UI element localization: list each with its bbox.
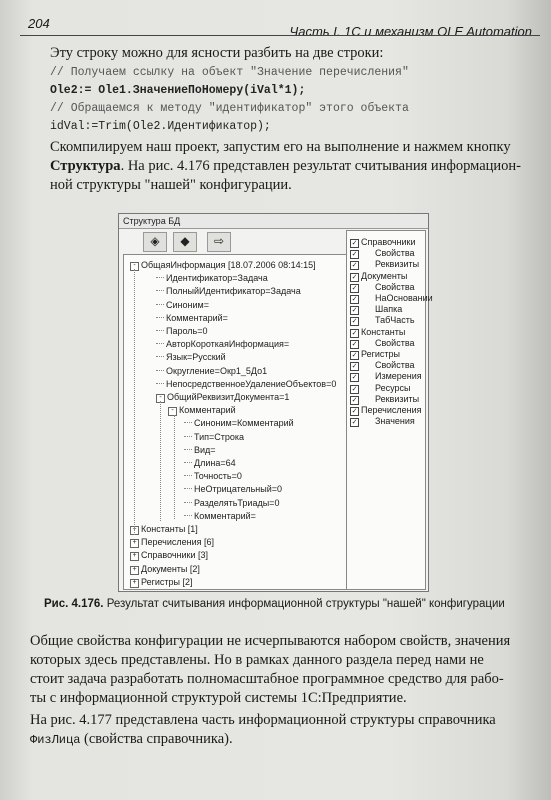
figure-caption-text: Результат считывания информационной структуры "нашей" конфигурации [103,598,505,610]
paragraph-2-line-1: Общие свойства конфигурации не исчерпываются набором свойств, значения [30,633,511,649]
checkbox[interactable]: ✓ [351,284,358,292]
checklist-item-label: ТабЧасть [375,315,415,326]
checklist-item-label: Свойства [375,337,415,348]
window-title: Структура БД [123,216,181,226]
checkbox[interactable]: ✓ [351,318,358,326]
paragraph-3-line-2 [30,730,530,749]
tree-node[interactable] [156,379,336,390]
tree-node-label: Тип=Строка [194,431,245,442]
tree-node[interactable] [156,392,289,403]
collapse-icon[interactable]: - [168,407,177,416]
tree-node-label: Синоним=Комментарий [194,418,294,429]
checkbox[interactable]: ✓ [351,374,358,382]
expand-icon[interactable]: + [130,539,139,548]
tree-node-label: Комментарий= [166,312,228,323]
checklist-item[interactable] [350,282,415,293]
tree-connector [156,317,164,318]
expand-icon[interactable]: + [130,526,139,535]
tree-node-label: Документы [2] [141,563,200,574]
checklist-item-label: Константы [361,326,406,337]
tree-node[interactable] [156,273,268,284]
code-line-2: Ole2:= Ole1.ЗначениеПоНомеру(iVal*1); [50,84,306,97]
checkbox[interactable]: ✓ [351,307,358,315]
intro-text: Эту строку можно для ясности разбить на две строки: [50,45,384,61]
paragraph-2-line-4: ты с информационной структурой системы 1С:Предприятие. [30,690,407,706]
checklist-item[interactable] [350,259,419,270]
tree-connector [156,383,164,384]
tree-node-label: ОбщаяИнформация [18.07.2006 08:14:15] [141,260,316,270]
tree-node-label: Длина=64 [194,458,236,468]
checklist-item-label: Шапка [375,304,403,315]
window-titlebar [119,214,428,229]
directory-name: ФизЛица [30,733,81,747]
header-rule [20,35,540,36]
tree-node[interactable] [156,300,209,311]
expand-icon[interactable]: + [130,566,139,575]
tree-connector [184,436,192,437]
paragraph-2-line-3: стоит задача разработать полномасштабное программное средство для рабо- [30,671,504,687]
tree-node[interactable] [130,564,200,575]
tree-connector [156,304,164,305]
tree-node[interactable] [184,432,244,443]
tree-node-label: ОбщийРеквизитДокумента=1 [167,392,290,402]
structure-window [118,213,433,592]
tree-connector [156,370,164,371]
tree-node[interactable] [184,484,282,495]
tree-node[interactable] [184,458,236,469]
tree-connector [156,330,164,331]
tree-connector [156,290,164,291]
tree-node[interactable] [156,339,289,350]
tree-node[interactable] [156,366,267,377]
checklist-item-label: Свойства [375,281,415,292]
structure-button-name: Структура [50,158,121,174]
paragraph-2-line-2: которых здесь представлены. Но в рамках данного раздела перед нами не [30,652,484,668]
code-line-4: idVal:=Trim(Ole2.Идентификатор); [50,120,271,133]
checkbox[interactable]: ✓ [351,363,358,371]
tree-connector [184,515,192,516]
checkbox[interactable]: ✓ [351,340,358,348]
tree-node-label: Идентификатор=Задача [166,273,268,284]
checklist-item[interactable] [350,416,415,427]
tree-guide-line [174,415,175,519]
tree-node-label: Комментарий [179,405,236,416]
checklist-item-label: Перечисления [361,405,422,415]
tree-connector [184,488,192,489]
paragraph-3-line-2-rest: (свойства справочника). [80,731,233,747]
checklist-item[interactable] [350,383,411,394]
tree-node-label: Синоним= [166,299,209,310]
checkbox[interactable]: ✓ [351,329,358,337]
checklist-item[interactable] [350,371,422,382]
checklist-item[interactable] [350,304,402,315]
tree-node-label: Язык=Русский [166,352,226,363]
checkbox[interactable]: ✓ [351,352,358,359]
open-icon[interactable]: ◈ [143,232,167,252]
checklist-item-label: Справочники [361,237,416,247]
checklist-item[interactable] [350,405,422,416]
checklist-item[interactable] [350,271,407,282]
tree-node-label: Точность=0 [194,471,242,482]
tree-node[interactable] [130,537,214,548]
checklist-item[interactable] [350,349,400,360]
tree-guide-line [134,269,135,535]
structure-tree[interactable] [123,254,347,590]
checklist-item-label: Свойства [375,248,415,259]
checklist-item[interactable] [350,293,433,304]
checkbox[interactable]: ✓ [351,251,358,259]
checklist-item-label: НаОсновании [375,293,433,303]
figure-caption [44,598,524,610]
checklist-item-label: Документы [361,270,408,281]
checklist-item-label: Свойства [375,360,415,371]
page-number: 204 [28,16,50,31]
window-toolbar [123,230,343,252]
tree-node-label: АвторКороткаяИнформация= [166,339,290,350]
save-icon[interactable]: ◆ [173,232,197,252]
tree-connector [184,475,192,476]
tree-connector [184,449,192,450]
tree-node[interactable] [168,405,236,416]
checklist-item-label: Реквизиты [375,393,420,404]
checklist-item-label: Регистры [361,349,401,359]
tree-connector [156,343,164,344]
collapse-icon[interactable]: - [156,394,165,403]
tree-connector [184,462,192,463]
tree-node-label: Вид= [194,444,216,455]
tree-node[interactable] [130,550,208,561]
checklist-item[interactable] [350,237,416,248]
tree-guide-line [160,401,161,521]
checklist-item[interactable] [350,338,415,349]
tree-node-label: Перечисления [6] [141,537,215,548]
tree-node[interactable] [184,418,294,429]
tree-connector [184,422,192,423]
checkbox[interactable]: ✓ [351,419,358,427]
expand-icon[interactable]: + [130,579,139,588]
checklist-item-label: Измерения [375,371,422,382]
tree-node[interactable] [184,511,256,522]
tree-connector [156,356,164,357]
tree-node-label: Округление=Окр1_5До1 [166,365,268,376]
checkbox[interactable]: ✓ [351,240,358,247]
tree-connector [156,277,164,278]
checklist-item-label: Значения [375,416,415,427]
tree-node-label: РазделятьТриады=0 [194,497,280,508]
paragraph-1-line-2-rest: . На рис. 4.176 представлен результат считывания информацион- [120,158,521,174]
tree-node[interactable] [130,524,198,535]
tree-node[interactable] [156,326,208,337]
tree-node[interactable] [156,313,228,324]
paragraph-3-line-1: На рис. 4.177 представлена часть информационной структуры справочника [30,712,496,728]
checklist-item[interactable] [350,327,405,338]
page-header [20,14,540,39]
checkbox[interactable]: ✓ [351,262,358,270]
tree-node[interactable] [130,577,193,588]
paragraph-1-line-3: ной структуры "нашей" конфигурации. [50,177,292,193]
paragraph-1-line-1: Скомпилируем наш проект, запустим его на выполнение и нажмем кнопку [50,139,511,155]
checkbox[interactable]: ✓ [351,396,358,404]
checklist-item[interactable] [350,360,415,371]
tree-node-label: Комментарий= [194,510,256,521]
tree-node-label: Регистры [2] [141,576,193,587]
checklist-item[interactable] [350,248,415,259]
tree-node[interactable] [184,498,279,509]
tree-node[interactable] [130,260,316,271]
tree-node-label: Справочники [3] [141,550,209,561]
tree-connector [184,502,192,503]
tree-node[interactable] [184,445,216,456]
checklist-item[interactable] [350,315,415,326]
tree-node[interactable] [184,471,242,482]
export-icon[interactable]: ⇨ [207,232,231,252]
running-title: Часть I. 1С и механизм OLE Automation [289,24,532,39]
tree-node-label: Пароль=0 [166,326,208,336]
tree-node-label: Константы [1] [141,524,198,534]
paragraph-1-line-2 [50,157,530,175]
tree-node-label: НепосредственноеУдалениеОбъектов=0 [166,378,337,389]
collapse-icon[interactable]: - [130,262,139,271]
tree-node-label: ПолныйИдентификатор=Задача [166,286,301,297]
checkbox[interactable]: ✓ [351,296,358,303]
structure-checklist[interactable] [346,230,433,590]
checklist-item-label: Реквизиты [375,259,420,270]
figure-label: Рис. 4.176. [44,598,104,610]
checkbox[interactable]: ✓ [351,273,358,281]
code-line-1: // Получаем ссылку на объект "Значение перечисления" [50,66,409,79]
tree-node[interactable] [156,286,301,297]
tree-node[interactable] [156,352,226,363]
tree-node-label: НеОтрицательный=0 [194,484,283,495]
checkbox[interactable]: ✓ [351,385,358,393]
checklist-item-label: Ресурсы [375,382,411,393]
code-line-3: // Обращаемся к методу "идентификатор" этого объекта [50,102,409,115]
expand-icon[interactable]: + [130,552,139,561]
checkbox[interactable]: ✓ [351,408,358,415]
checklist-item[interactable] [350,394,419,405]
